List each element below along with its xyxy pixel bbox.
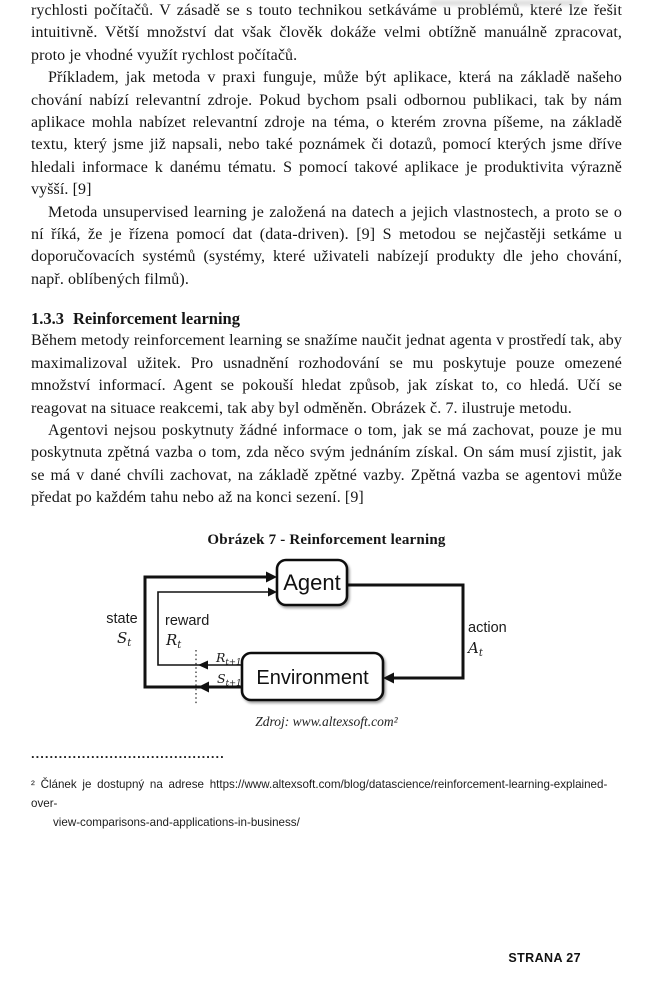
body-paragraph: Příkladem, jak metoda v praxi funguje, může být aplikace, která na základě našeho chování nabízí relevantní zdroje. Pokud bychom psali odbornou publikaci, tak by nám aplikace mohla nabízet relevantní zdroje na téma, o kterém zrovna píšeme, na základě textu, který jsme již napsali, nebo také poznámek či dotazů, pomocí kterých jsme dříve hledali informace k danému tématu. S pomocí takové aplikace je produktivita výrazně vyšší. [9] [31, 69, 622, 199]
agent-box-label: Agent [283, 569, 341, 595]
arrowhead-into-environment [383, 672, 394, 683]
action-symbol: $A_t$ [468, 638, 483, 659]
section-number: 1.3.3 [31, 309, 64, 329]
environment-box-label: Environment [256, 666, 369, 689]
arrowhead-reward-next [198, 660, 208, 669]
footnote-line: ² Článek je dostupný na adrese https://www.altexsoft.com/blog/datascience/reinforcement-learning-explained-over- [31, 777, 608, 810]
state-next-symbol: $S_{t+1}$ [217, 670, 242, 689]
page-number: STRANA 27 [508, 951, 581, 965]
state-label: state [106, 610, 138, 627]
clipped-running-header [430, 0, 582, 6]
body-paragraph: Agentovi nejsou poskytnuty žádné informace o tom, jak se má zachovat, pouze je mu poskytnuta zpětná vazba o tom, zda něco svým jednáním získal. On sám musí zjistit, jak se má v dané chvíli zachovat, na základě zpětné vazby. Zpětná vazba se agentovi může předat po každém tahu nebo až na konci sezení. [9] [31, 421, 622, 507]
figure-caption: Obrázek 7 - Reinforcement learning [207, 531, 446, 548]
body-paragraph: rychlosti počítačů. V zásadě se s touto technikou setkáváme u problémů, které lze řešit intuitivně. Větší množství dat však člověk dokáže velmi obtížně manuálně zpracovat, proto je vhodné využít rychlost počítačů. [31, 2, 622, 64]
footnote [31, 775, 622, 832]
section-title: Reinforcement learning [73, 309, 240, 329]
body-paragraph: Metoda unsupervised learning je založená na datech a jejich vlastnostech, a proto se o ní říká, že je řízena pomocí dat (data-driven). [9] S metodou se nejčastěji setkáme u doporučovacích systémů (systémy, které uživateli nabízejí produkty dle jeho chování, např. oblíbených filmů). [31, 203, 622, 288]
section-heading [31, 308, 622, 330]
footnote-separator: .......................................... [31, 745, 225, 761]
footnote-line: view-comparisons-and-applications-in-business/ [53, 815, 300, 829]
arrowhead-into-agent-reward [268, 587, 277, 596]
state-symbol: $S_t$ [117, 628, 132, 649]
body-paragraph: Během metody reinforcement learning se snažíme naučit jednat agenta v prostředí tak, aby maximalizoval užitek. Pro usnadnění rozhodování se mu poskytuje pouze omezené množství informací. Agent se pokouší hledat způsob, jak získat to, co hledá. Učí se reagovat na situace reakcemi, tak aby byl odměněn. Obrázek č. 7. ilustruje metodu. [31, 332, 622, 417]
reward-label: reward [165, 612, 210, 629]
action-label: action [468, 619, 507, 636]
arrowhead-into-agent-state [266, 571, 277, 582]
figure-source: Zdroj: www.altexsoft.com² [255, 713, 398, 729]
reinforcement-learning-diagram [31, 553, 622, 711]
arrowhead-state-next [198, 681, 209, 692]
reward-next-symbol: $R_{t+1}$ [216, 649, 242, 668]
reward-symbol: $R_t$ [166, 630, 182, 651]
